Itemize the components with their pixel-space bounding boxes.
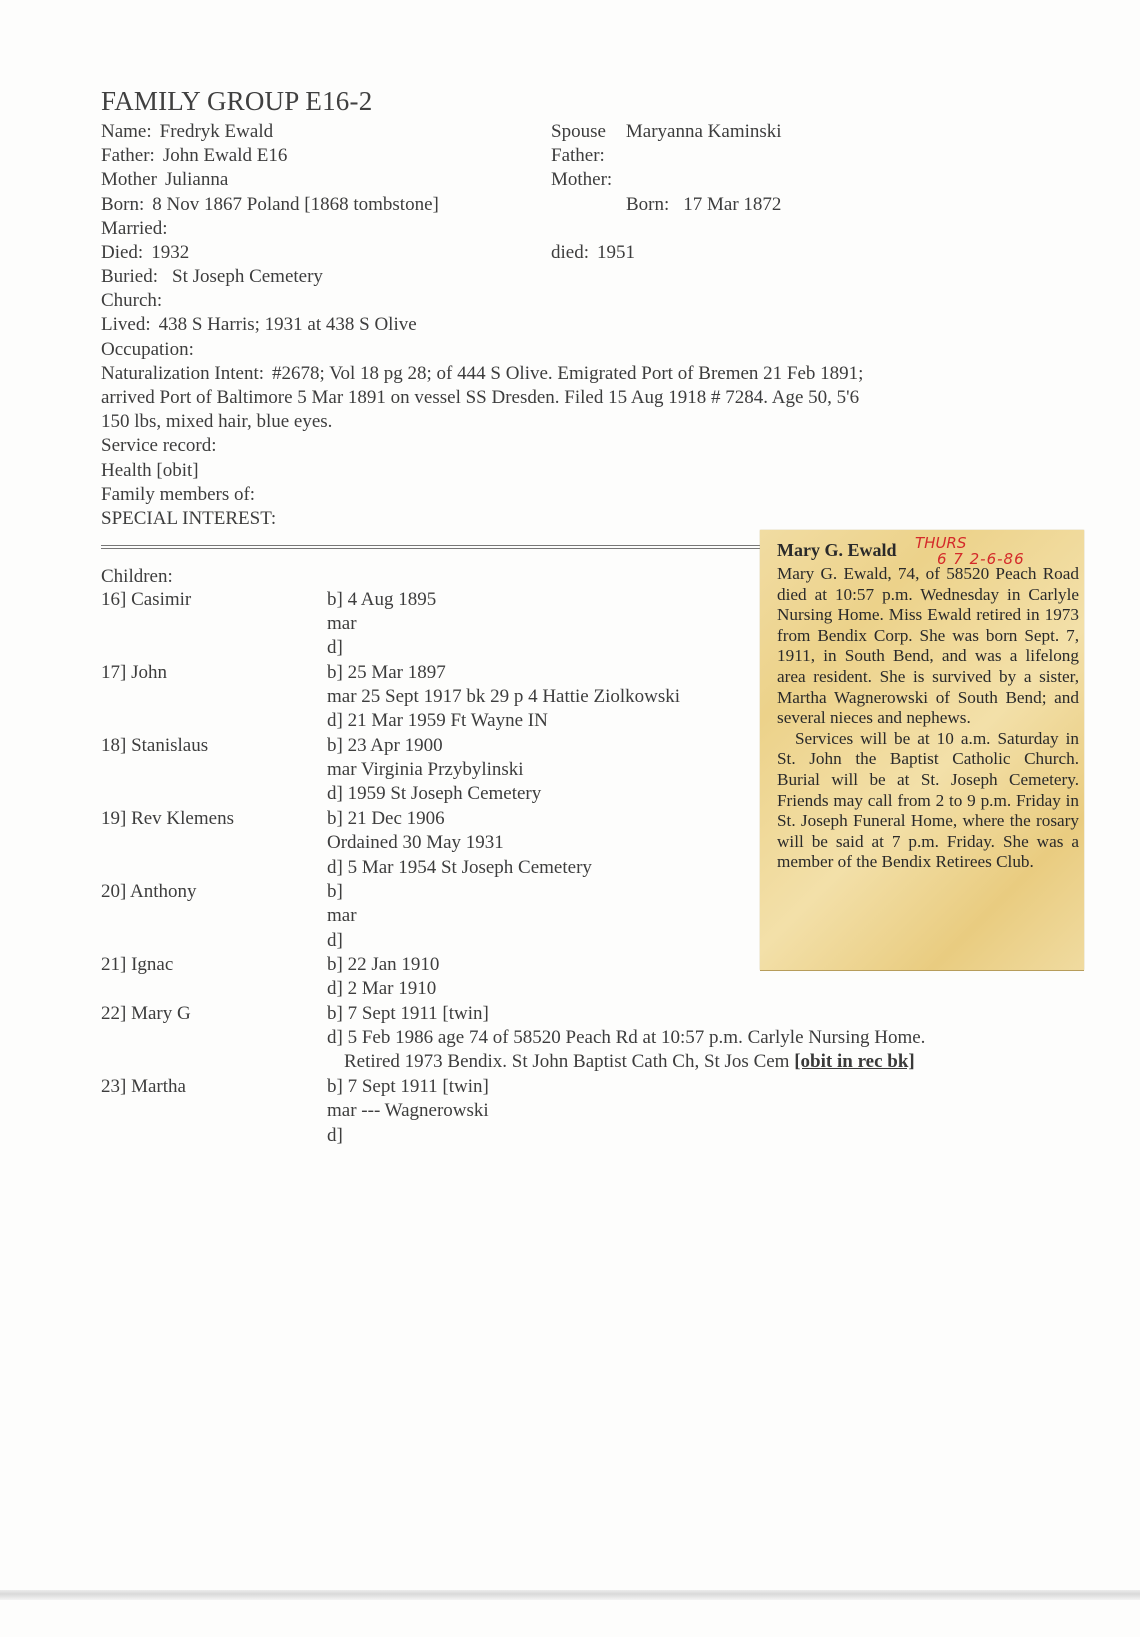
child-name: 17] John: [101, 662, 167, 683]
child-event: d]: [327, 1125, 343, 1146]
died-row: [101, 241, 189, 265]
obituary-headline: Mary G. Ewald: [777, 540, 897, 560]
born-value: 8 Nov 1867 Poland [1868 tombstone]: [152, 194, 439, 215]
child-event: d] 2 Mar 1910: [327, 978, 437, 999]
child-event: b] 7 Sept 1911 [twin]: [327, 1003, 489, 1024]
buried-label: Buried:: [101, 266, 158, 287]
naturalization-text-1: #2678; Vol 18 pg 28; of 444 S Olive. Emigrated Port of Bremen 21 Feb 1891;: [272, 363, 864, 384]
mother-label: Mother: [101, 169, 157, 190]
service-label: Service record:: [101, 435, 217, 456]
naturalization-text-2: arrived Port of Baltimore 5 Mar 1891 on vessel SS Dresden. Filed 15 Aug 1918 # 7284. Age 50, 5'6: [101, 387, 860, 408]
obit-link[interactable]: [obit in rec bk]: [794, 1051, 915, 1072]
mother-row: [101, 168, 228, 192]
mother-value: Julianna: [164, 169, 229, 190]
obituary-paragraph: Mary G. Ewald, 74, of 58520 Peach Road died at 10:57 p.m. Wednesday in Carlyle Nursing Home. Miss Ewald retired in 1973 from Bendix Corp. She was born Sept. 7, 1911, in South Bend, and was a lifelong area resident. She is survived by a sister, Martha Wagnerowski of South Bend; and several nieces and nephews.: [777, 564, 1079, 728]
child-event: mar: [327, 905, 357, 926]
name-row: [101, 120, 273, 144]
child-name: 16] Casimir: [101, 589, 192, 610]
child-event: d] 1959 St Joseph Cemetery: [327, 783, 542, 804]
child-name: 22] Mary G: [101, 1003, 191, 1024]
child-event: mar Virginia Przybylinski: [327, 759, 524, 780]
spouse-died-label: died:: [551, 242, 589, 263]
naturalization-label: Naturalization Intent:: [101, 363, 265, 384]
page-title: FAMILY GROUP E16-2: [101, 86, 373, 116]
died-label: Died:: [101, 242, 144, 263]
spouse-died-row: [551, 241, 635, 265]
child-event: d] 5 Mar 1954 St Joseph Cemetery: [327, 857, 592, 878]
died-value: 1932: [151, 242, 190, 263]
married-label: Married:: [101, 218, 168, 239]
child-name: 20] Anthony: [101, 881, 197, 902]
born-row: [101, 193, 439, 217]
child-event: d]: [327, 637, 343, 658]
buried-value: St Joseph Cemetery: [172, 266, 323, 287]
obituary-text: [777, 564, 1079, 873]
child-name: 21] Ignac: [101, 954, 174, 975]
spouse-row: [551, 120, 782, 144]
children-label: Children:: [101, 566, 173, 587]
child-name: 19] Rev Klemens: [101, 808, 234, 829]
child-event: mar: [327, 613, 357, 634]
scan-edge: [0, 1590, 1140, 1600]
family-members-label: Family members of:: [101, 484, 256, 505]
special-interest-label: SPECIAL INTEREST:: [101, 508, 277, 529]
lived-value: 438 S Harris; 1931 at 438 S Olive: [158, 314, 417, 335]
child-event: b] 4 Aug 1895: [327, 589, 437, 610]
naturalization-text-3: 150 lbs, mixed hair, blue eyes.: [101, 411, 333, 432]
handwritten-note-line: 6 7 2-6-86: [937, 550, 1025, 568]
child-event: mar --- Wagnerowski: [327, 1100, 489, 1121]
name-value: Fredryk Ewald: [159, 121, 274, 142]
naturalization-row: [101, 362, 863, 386]
child-event-continuation: [344, 1051, 915, 1073]
child-event: d] 21 Mar 1959 Ft Wayne IN: [327, 710, 548, 731]
obituary-paragraph: Services will be at 10 a.m. Saturday in St. John the Baptist Catholic Church. Burial will be at St. Joseph Cemetery. Friends may call from 2 to 9 p.m. Friday in St. Joseph Funeral Home, where the rosary will be said at 7 p.m. Friday. She was a member of the Bendix Retirees Club.: [777, 728, 1079, 872]
spouse-born-row: [626, 193, 781, 217]
child-event: b] 23 Apr 1900: [327, 735, 443, 756]
child-event: d]: [327, 930, 343, 951]
child-event: b] 7 Sept 1911 [twin]: [327, 1076, 489, 1097]
spouse-father-label: Father:: [551, 145, 605, 166]
section-divider: [101, 545, 761, 549]
father-value: John Ewald E16: [162, 145, 288, 166]
lived-row: [101, 313, 417, 337]
child-event: mar 25 Sept 1917 bk 29 p 4 Hattie Ziolkowski: [327, 686, 681, 707]
clipping-edge: [760, 970, 1084, 971]
spouse-label: Spouse: [551, 121, 606, 142]
spouse-mother-label: Mother:: [551, 169, 613, 190]
child-event: b]: [327, 881, 343, 902]
spouse-born-value: 17 Mar 1872: [683, 194, 782, 215]
spouse-born-label: Born:: [626, 194, 670, 215]
child-event: Retired 1973 Bendix. St John Baptist Cath Ch, St Jos Cem: [344, 1051, 790, 1072]
occupation-label: Occupation:: [101, 339, 194, 360]
child-name: 18] Stanislaus: [101, 735, 209, 756]
child-event: d] 5 Feb 1986 age 74 of 58520 Peach Rd at 10:57 p.m. Carlyle Nursing Home.: [327, 1027, 926, 1048]
father-label: Father:: [101, 145, 155, 166]
obituary-clipping: [760, 530, 1084, 970]
lived-label: Lived:: [101, 314, 151, 335]
father-row: [101, 144, 287, 168]
name-label: Name:: [101, 121, 152, 142]
child-event: b] 25 Mar 1897: [327, 662, 446, 683]
born-label: Born:: [101, 194, 145, 215]
church-label: Church:: [101, 290, 163, 311]
spouse-value: Maryanna Kaminski: [625, 121, 782, 142]
child-event: b] 21 Dec 1906: [327, 808, 445, 829]
handwritten-note-line: THURS: [915, 534, 967, 552]
child-name: 23] Martha: [101, 1076, 186, 1097]
buried-row: [101, 265, 323, 289]
child-event: b] 22 Jan 1910: [327, 954, 440, 975]
health-label: Health [obit]: [101, 460, 199, 481]
spouse-died-value: 1951: [597, 242, 635, 263]
child-event: Ordained 30 May 1931: [327, 832, 504, 853]
